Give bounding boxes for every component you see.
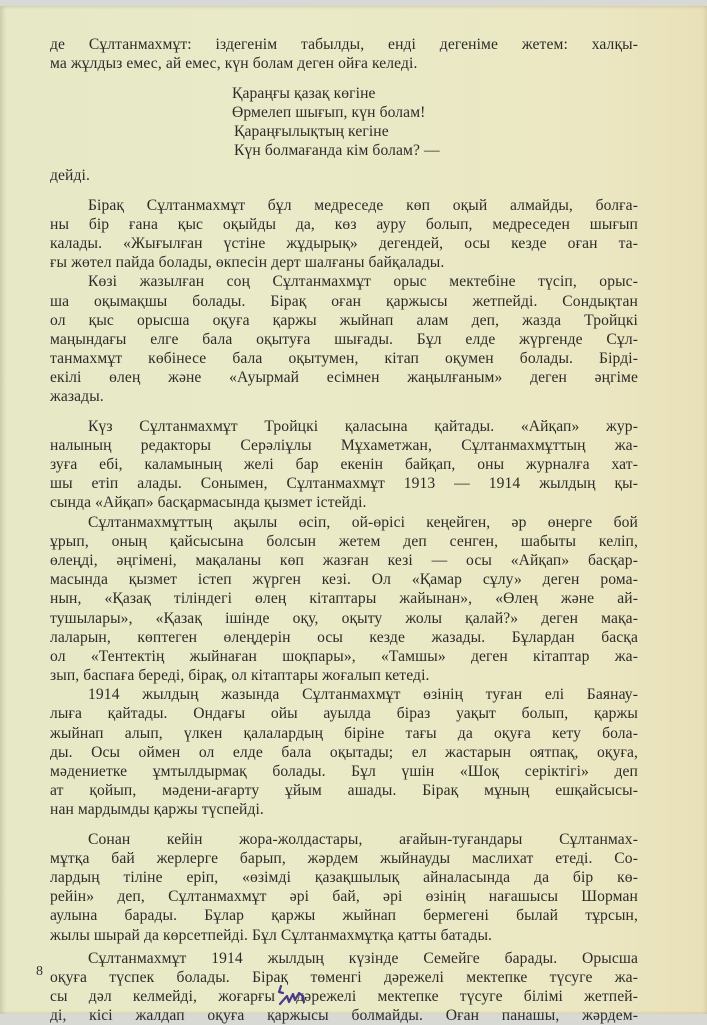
text-line: тушылары», «Қазақ ішінде оқу, оқыту жолы қалай?» деген мақа-	[50, 609, 638, 627]
book-page	[0, 6, 707, 1025]
text-line: де Сұлтанмахмұт: іздегенім табылды, енді дегеніме жетем: халқы-	[50, 36, 638, 53]
text-line: калады. «Жығылған үстіне жұдырық» дегендей, осы кезде оған та-	[50, 234, 638, 252]
text-line: оқуға түспек болады. Бірақ төменгі дәрежелі мектепке түсуге жа-	[50, 968, 638, 986]
text-line: рейін» деп, Сұлтанмахмұт әрі бай, әрі өзінің нағашысы Шорман	[50, 888, 638, 906]
paragraph	[50, 830, 638, 945]
text-line: жазады.	[50, 388, 104, 406]
paragraph	[50, 949, 638, 1025]
text-line: ша оқымақшы болады. Бірақ оған қаржысы жетпейді. Сондықтан	[50, 292, 638, 310]
text-line: Күз Сұлтанмахмұт Тройцкі қаласына қайтады. «Айқап» жур-	[88, 417, 638, 435]
text-line: екілі өлең және «Ауырмай есімнен жаңылғаным» деген әңгіме	[50, 369, 638, 387]
text-line: ол қыс орысша оқуға қаржы жыйнап алам деп, жазда Тройцкі	[50, 311, 638, 329]
text-line: ді, кісі жалдап оқуға қаржысы болмайды. Оған панашы, жәрдем-	[50, 1007, 638, 1025]
paragraph	[50, 685, 638, 819]
text-line: лардың тіліне еріп, «өзімді қазақшылық айналасында да бір кө-	[50, 868, 638, 886]
poem-line: Қараңғы қазақ көгіне	[232, 85, 376, 103]
text-line: зуға ебі, каламының желі бар екенін байқап, оны журналға хат-	[50, 456, 638, 473]
text-line: жыйнап алып, үлкен қалалардың біріне тағы да оқуға кету бола-	[50, 724, 638, 742]
text-line: Бірақ Сұлтанмахмұт бұл медреседе көп оқый алмайды, болға-	[88, 196, 638, 214]
text-line: мұтқа бай жерлерге барып, жәрдем жыйнауды маслихат етеді. Со-	[50, 849, 638, 867]
text-line: ат қойып, мәдени-ағарту ұйым ашады. Бірақ мұның ешқайсысы-	[50, 782, 638, 800]
text-line: Көзі жазылған соң Сұлтанмахмұт орыс мектебіне түсіп, орыс-	[88, 273, 638, 291]
page-text	[50, 35, 638, 1025]
opening-paragraph	[50, 35, 638, 73]
text-line: маңындағы елге бала оқытуға шығады. Бұл елде жүргенде Сұл-	[50, 330, 638, 348]
text-line: Сұлтанмахмұт 1914 жылдың күзінде Семейге барады. Орысша	[88, 949, 638, 967]
text-line: жылы шырай да көрсетпейді. Бұл Сұлтанмахмұтқа қатты батады.	[50, 926, 493, 944]
text-line: танмахмұт көбінесе бала оқытумен, кітап оқумен болады. Бірді-	[50, 350, 638, 368]
text-line: ды. Осы оймен ол елде бала оқытады; ел жастарын оятпақ, оқуға,	[50, 743, 638, 761]
paragraph	[50, 196, 638, 273]
poem-line: Қараңғылықтың кегіне	[234, 123, 389, 141]
text-line: Сонан кейін жора-жолдастары, ағайын-туғандары Сұлтанмах-	[88, 830, 638, 848]
text-line: нын, «Қазақ тіліндегі өлең кітаптары жайынан», «Өлең және ай-	[50, 590, 638, 608]
text-line: ма жұлдыз емес, ай емес, күн болам деген ойға келеді.	[50, 55, 418, 73]
text-line: сы дәл келмейді, жоғарғы дәрежелі мектепке түсуге білімі жетпей-	[50, 988, 638, 1006]
text-line: 1914 жылдың жазында Сұлтанмахмұт өзінің туған елі Баянау-	[88, 686, 638, 704]
text-line: мәдениетке ұмтылдырмақ болады. Бұл үшін «Шоқ серіктігі» деп	[50, 763, 638, 780]
text-line: ол «Тентектің жыйнаған шоқпары», «Тамшы» деген кітаптар жа-	[50, 647, 638, 665]
handwritten-mark-icon	[277, 984, 317, 1006]
text-line: өлеңді, әңгімені, мақаланы көп жазған кезі — осы «Айқап» басқар-	[50, 551, 638, 569]
text-line: лаларын, көптеген өлеңдерін осы кезде жазады. Бұлардан басқа	[50, 628, 638, 646]
text-line: шы етіп алады. Сонымен, Сұлтанмахмұт 1913 — 1914 жылдың қы-	[50, 475, 638, 493]
paragraph	[50, 513, 638, 686]
paragraph	[50, 417, 638, 513]
text-line: Сұлтанмахмұттың ақылы өсіп, ой-өрісі кеңейген, әр өнерге бой	[88, 513, 638, 531]
text-line: масында қызмет істеп жүрген кезі. Ол «Қамар сұлу» деген рома-	[50, 571, 638, 589]
text-line: зып, баспаға береді, бірақ, ол кітаптары жоғалып кетеді.	[50, 667, 430, 685]
poem-stanza	[232, 84, 638, 160]
poem-line: Өрмелеп шығып, күн болам!	[232, 104, 426, 122]
text-line: нан мардымды қаржы түспейді.	[50, 801, 264, 819]
poem-line: Күн болмағанда кім болам? —	[234, 142, 440, 160]
page-number: 8	[36, 964, 43, 979]
text-line: аулына барады. Бұлар қаржы жыйнап бермегені былай тұрсын,	[50, 907, 638, 925]
text-line: ны бір ғана қыс оқыйды да, көз ауру болып, медреседен шығып	[50, 215, 638, 233]
poem-attribution: дейді.	[50, 167, 90, 185]
text-line: ұрып, оның қайсысына болсын жетем деп сенген, шабыты келіп,	[50, 532, 638, 550]
text-line: ғы жөтел пайда болады, өкпесін дерт шалғаны байқалады.	[50, 254, 445, 272]
text-line: лыға қайтады. Ондағы ойы ауылда біраз уақыт болып, қаржы	[50, 705, 638, 723]
paragraph	[50, 272, 638, 406]
text-line: сында «Айқап» басқармасында қызмет істейді.	[50, 494, 367, 512]
text-line: налының редакторы Серәліұлы Мұхаметжан, Сұлтанмахмұттың жа-	[50, 436, 638, 454]
